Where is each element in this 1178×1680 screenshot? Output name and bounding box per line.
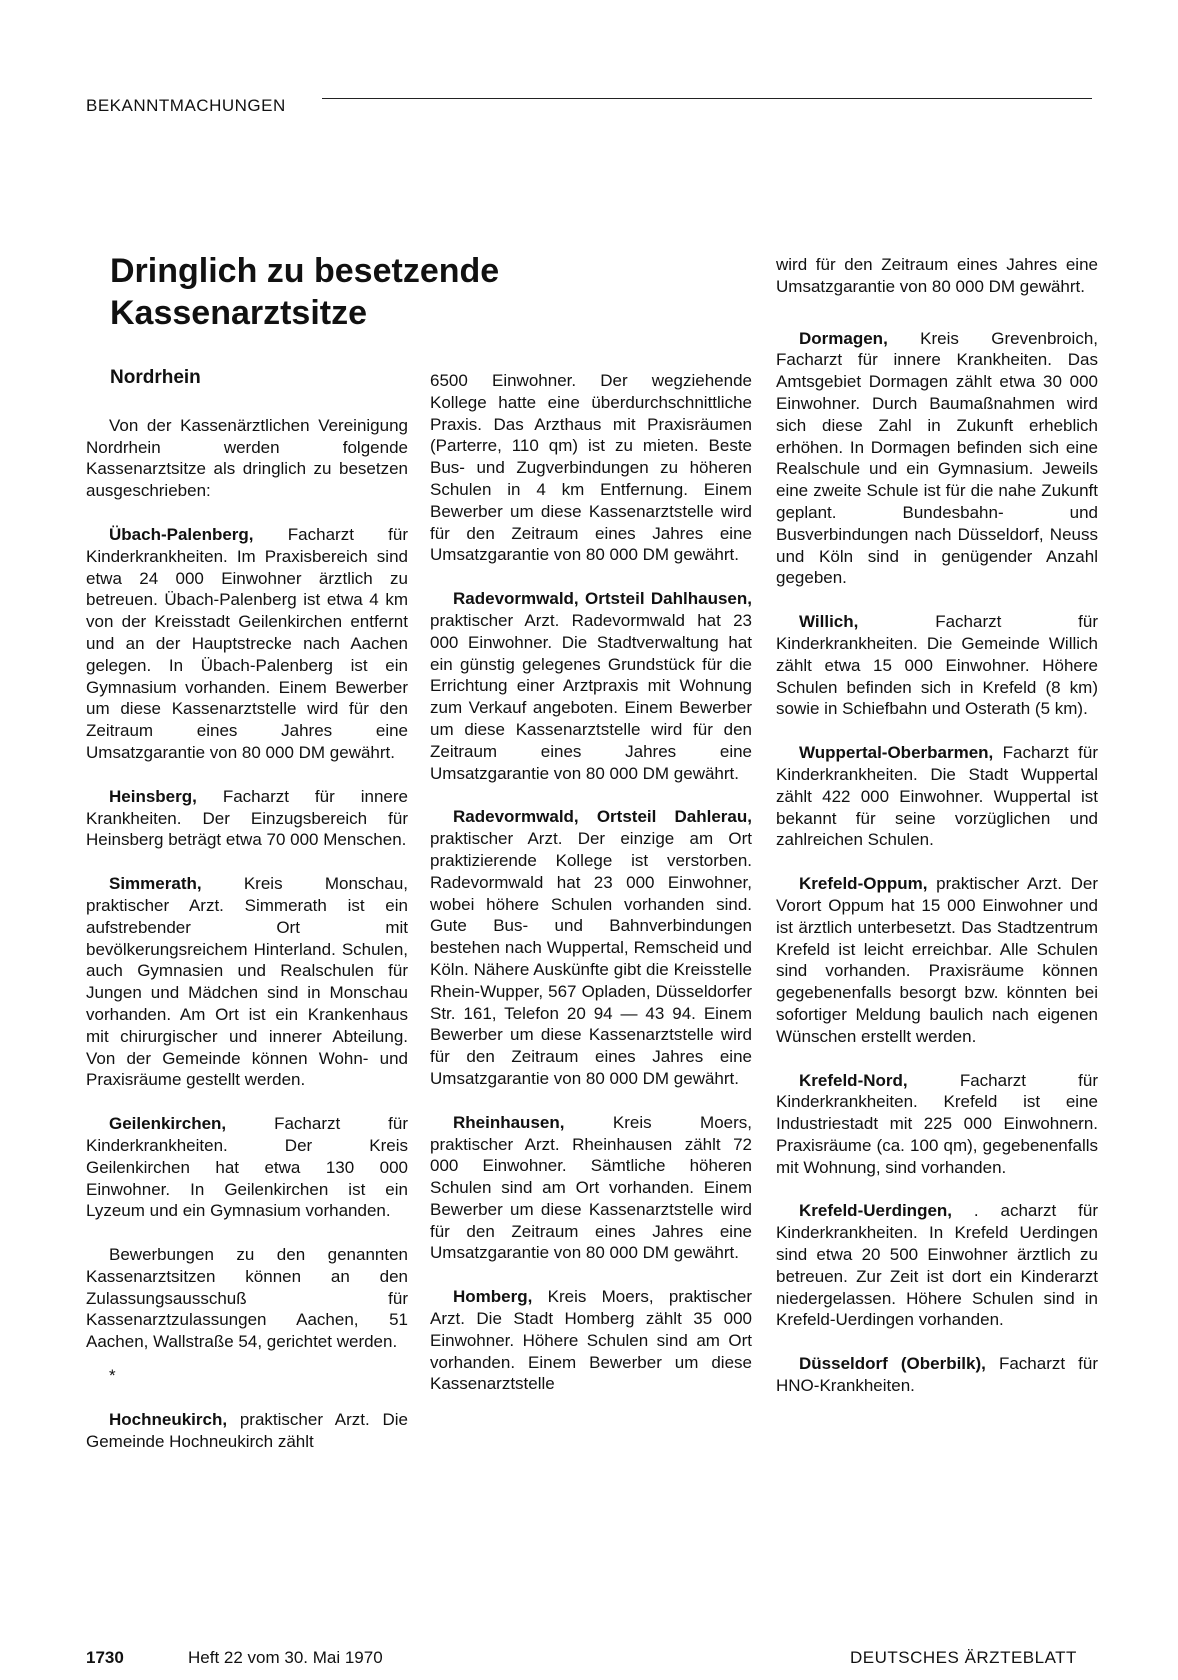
entry-krefeld-nord	[776, 1070, 1098, 1179]
entry-radevormwald-dahlerau	[430, 806, 752, 1089]
application-note: Bewerbungen zu den genannten Kassenarztsitzen können an den Zulassungsausschuß für Kassenarztzulassungen Aachen, 51 Aachen, Wallstraße 54, gerichtet werden.	[86, 1245, 408, 1352]
section-label: BEKANNTMACHUNGEN	[86, 96, 286, 115]
entry-text: praktischer Arzt. Radevormwald hat 23 000 Einwohner. Die Stadtverwaltung hat ein günstig gelegenes Grundstück für die Errichtung einer Arztpraxis mit Wohnung zum Verkauf angeboten. Einem Bewerber um diese Kassenarztstelle wird für den Zeitraum eines Jahres eine Umsatzgarantie von 80 000 DM gewährt.	[430, 610, 752, 783]
entry-homberg-cont: wird für den Zeitraum eines Jahres eine Umsatzgarantie von 80 000 DM gewährt.	[776, 255, 1098, 296]
entry-text: Kreis Moers, praktischer Arzt. Die Stadt Homberg zählt 35 000 Einwohner. Höhere Schulen sind am Ort vorhanden. Einem Bewerber um diese Kassenarztstelle	[430, 1287, 752, 1394]
entry-text: Facharzt für Kinderkrankheiten. Krefeld ist eine Industriestadt mit 225 000 Einwohnern. Praxisräume (ca. 100 qm), gegebenenfalls mit Wohnung, sind vorhanden.	[776, 1070, 1098, 1177]
header-rule	[322, 98, 1092, 99]
entry-name: Krefeld-Oppum,	[799, 874, 928, 894]
intro-paragraph: Von der Kassenärztlichen Vereinigung Nordrhein werden folgende Kassenarztsitze als dringlich zu besetzen ausgeschrieben:	[86, 415, 408, 501]
entry-name: Wuppertal-Oberbarmen,	[799, 743, 994, 763]
journal-name: DEUTSCHES ÄRZTEBLATT	[850, 1648, 1077, 1667]
entry-name: Geilenkirchen,	[109, 1114, 227, 1134]
entry-text: Kreis Monschau, praktischer Arzt. Simmerath ist ein aufstrebender Ort mit bevölkerungsreichem Hinterland. Schulen, auch Gymnasien und Realschulen für Jungen und Mädchen sind in Monschau vorhanden. Am Ort ist ein Krankenhaus mit chirurgischer und innerer Abteilung. Von der Gemeinde können Wohn- und Praxisräume gestellt werden.	[86, 874, 408, 1090]
entry-name: Krefeld-Nord,	[799, 1070, 908, 1090]
entry-name: Simmerath,	[109, 874, 202, 894]
entry-text: Facharzt für HNO-Krankheiten.	[776, 1354, 1098, 1396]
column-3	[776, 254, 1098, 1419]
entry-krefeld-oppum	[776, 873, 1098, 1047]
entry-dormagen	[776, 328, 1098, 590]
entry-hochneukirch-cont: 6500 Einwohner. Der wegziehende Kollege hatte eine überdurchschnittliche Praxis. Das Arzthaus mit Praxisräumen (Parterre, 110 qm) ist zu mieten. Beste Bus- und Zugverbindungen zu höheren Schulen in 4 km Entfernung. Einem Bewerber um diese Kassenarztstelle wird für den Zeitraum eines Jahres eine Umsatzgarantie von 80 000 DM gewährt.	[430, 371, 752, 565]
region-subheading: Nordrhein	[110, 367, 201, 388]
entry-text: praktischer Arzt. Die Gemeinde Hochneukirch zählt	[86, 1409, 408, 1451]
separator-star: *	[109, 1366, 116, 1386]
title-line-2: Kassenarztsitze	[110, 294, 368, 332]
entry-wuppertal-oberbarmen	[776, 742, 1098, 851]
entry-name: Krefeld-Uerdingen,	[799, 1201, 953, 1221]
entry-rheinhausen	[430, 1112, 752, 1265]
entry-text: Facharzt für Kinderkrankheiten. Die Gemeinde Willich zählt etwa 15 000 Einwohner. Höhere Schulen befinden sich in Krefeld (8 km) sowie in Schiefbahn und Osterath (5 km).	[776, 612, 1098, 719]
entry-name: Düsseldorf (Oberbilk),	[799, 1354, 986, 1374]
page-number: 1730	[86, 1648, 124, 1667]
title-line-1: Dringlich zu besetzende	[110, 252, 500, 290]
entry-name: Dormagen,	[799, 328, 888, 348]
entry-krefeld-uerdingen	[776, 1200, 1098, 1331]
entry-name: Radevormwald, Ortsteil Dahlhausen,	[453, 589, 752, 609]
entry-text: . acharzt für Kinderkrankheiten. In Krefeld Uerdingen sind etwa 20 500 Einwohner ärztlich zu betreuen. Zur Zeit ist dort ein Kinderarzt niedergelassen. Höhere Schulen sind in Krefeld-Uerdingen vorhanden.	[776, 1201, 1098, 1330]
entry-text: Kreis Moers, praktischer Arzt. Rheinhausen zählt 72 000 Einwohner. Sämtliche höheren Schulen sind am Ort vorhanden. Einem Bewerber um diese Kassenarztstelle wird für den Zeitraum eines Jahres eine Umsatzgarantie von 80 000 DM gewährt.	[430, 1112, 752, 1263]
entry-text: Facharzt für Kinderkrankheiten. Die Stadt Wuppertal zählt 422 000 Einwohner. Wuppertal ist bekannt für seine vorzüglichen und zahlreichen Schulen.	[776, 743, 1098, 850]
entry-name: Rheinhausen,	[453, 1112, 565, 1132]
issue-info: Heft 22 vom 30. Mai 1970	[188, 1648, 383, 1667]
entry-hochneukirch	[86, 1409, 408, 1453]
entry-homberg	[430, 1286, 752, 1395]
entry-name: Radevormwald, Ortsteil Dahlerau,	[453, 807, 752, 827]
entry-text: Kreis Grevenbroich, Facharzt für innere Krankheiten. Das Amtsgebiet Dormagen zählt etwa 30 000 Einwohner. Durch Baumaßnahmen wird sich diese Zahl in Zukunft erheblich erhöhen. In Dormagen befinden sich eine Realschule und ein Gymnasium. Jeweils eine zweite Schule ist für die nahe Zukunft geplant. Bundesbahn- und Busverbindungen nach Düsseldorf, Neuss und Köln sind in genügender Anzahl gegeben.	[776, 328, 1098, 588]
entry-name: Willich,	[799, 612, 859, 632]
entry-text: Facharzt für Kinderkrankheiten. Im Praxisbereich sind etwa 24 000 Einwohner ärztlich zu betreuen. Übach-Palenberg ist etwa 4 km von der Kreisstadt Geilenkirchen entfernt und an der Hauptstrecke nach Aachen gelegen. In Übach-Palenberg ist ein Gymnasium vorhanden. Einem Bewerber um diese Kassenarztstelle wird für den Zeitraum eines Jahres eine Umsatzgarantie von 80 000 DM gewährt.	[86, 524, 408, 762]
entry-geilenkirchen	[86, 1113, 408, 1222]
entry-simmerath	[86, 873, 408, 1091]
entry-text: Facharzt für innere Krankheiten. Der Einzugsbereich für Heinsberg beträgt etwa 70 000 Menschen.	[86, 786, 408, 850]
entry-heinsberg	[86, 786, 408, 851]
column-1	[86, 367, 408, 1474]
entry-name: Heinsberg,	[109, 786, 197, 806]
entry-name: Homberg,	[453, 1287, 533, 1307]
entry-ubach-palenberg	[86, 524, 408, 764]
article-title	[110, 250, 499, 334]
entry-text: Facharzt für Kinderkrankheiten. Der Kreis Geilenkirchen hat etwa 130 000 Einwohner. In Geilenkirchen ist ein Lyzeum und ein Gymnasium vorhanden.	[86, 1114, 408, 1221]
entry-name: Übach-Palenberg,	[109, 524, 254, 544]
column-2	[430, 370, 752, 1417]
entry-radevormwald-dahlhausen	[430, 588, 752, 784]
entry-text: praktischer Arzt. Der einzige am Ort praktizierende Kollege ist verstorben. Radevormwald hat 23 000 Einwohner, wobei höhere Schulen vorhanden sind. Gute Bus- und Bahnverbindungen bestehen nach Wuppertal, Remscheid und Köln. Nähere Auskünfte gibt die Kreisstelle Rhein-Wupper, 567 Opladen, Düsseldorfer Str. 161, Telefon 20 94 — 43 94. Einem Bewerber um diese Kassenarztstelle wird für den Zeitraum eines Jahres eine Umsatzgarantie von 80 000 DM gewährt.	[430, 829, 752, 1088]
entry-text: praktischer Arzt. Der Vorort Oppum hat 15 000 Einwohner und ist ärztlich unterbesetzt. Das Stadtzentrum Krefeld ist leicht erreichbar. Alle Schulen sind vorhanden. Praxisräume können gegebenenfalls besorgt bzw. könnten bei sofortiger Meldung baulich nach eigenen Wünschen erstellt werden.	[776, 874, 1098, 1046]
entry-name: Hochneukirch,	[109, 1409, 228, 1429]
entry-duesseldorf-oberbilk	[776, 1353, 1098, 1397]
entry-willich	[776, 611, 1098, 720]
